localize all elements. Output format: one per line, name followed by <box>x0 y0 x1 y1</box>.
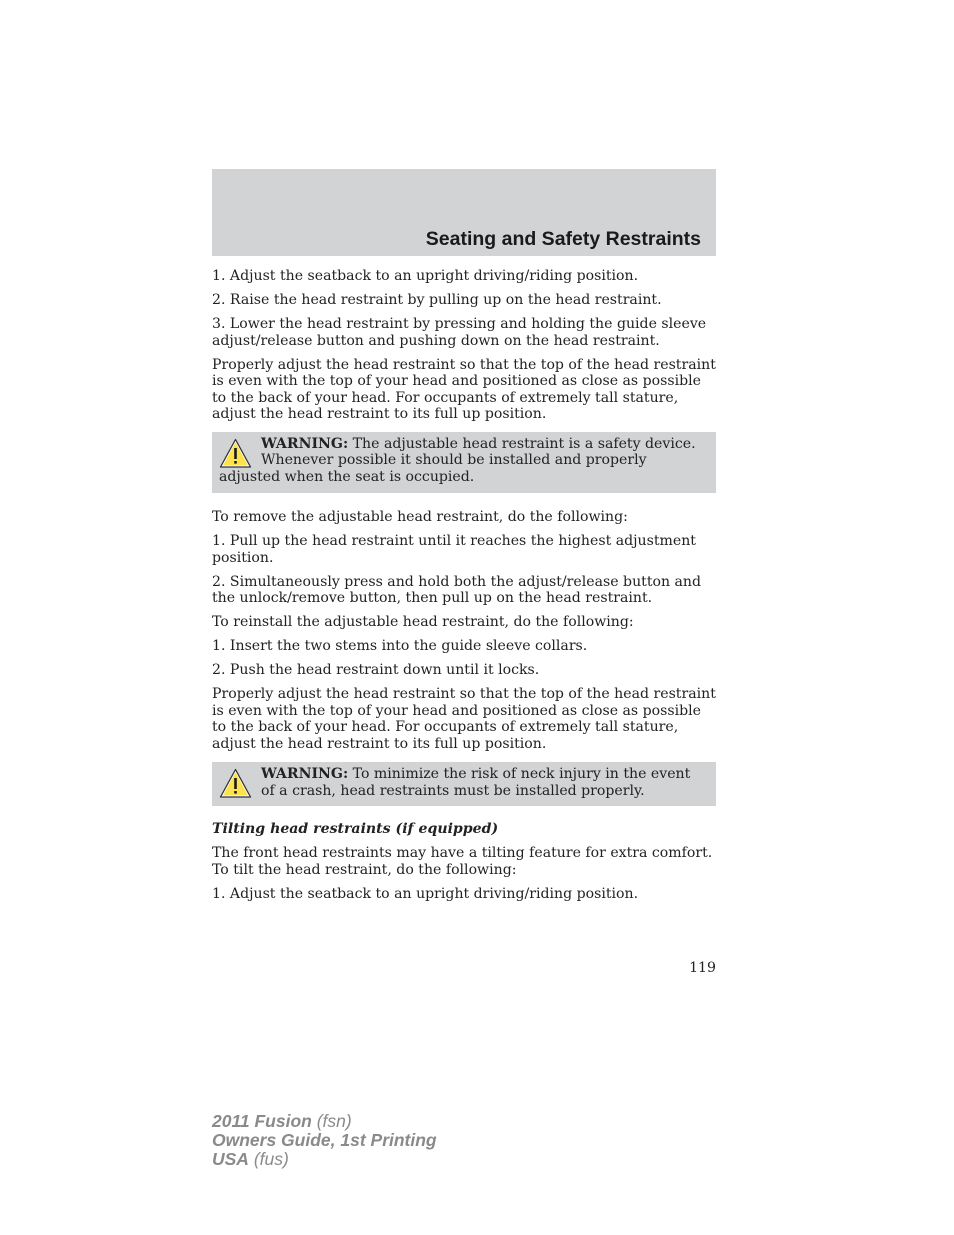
footer-line-1 <box>212 1112 437 1131</box>
page-content <box>212 268 716 910</box>
footer-line-3 <box>212 1150 437 1169</box>
warning-triangle-icon <box>219 768 252 799</box>
tilt-paragraph: The front head restraints may have a tilting feature for extra comfort. To tilt the head restraint, do the following: <box>212 845 713 878</box>
tilt-step-1: 1. Adjust the seatback to an upright driving/riding position. <box>212 885 639 902</box>
section-header <box>212 169 716 256</box>
warning-triangle-icon <box>219 438 252 469</box>
warning-box <box>212 762 716 806</box>
footer-model-code: (fsn) <box>311 1111 352 1131</box>
footer-line-2 <box>212 1131 437 1150</box>
remove-intro: To remove the adjustable head restraint, do the following: <box>212 509 628 525</box>
footer <box>212 1112 437 1169</box>
tilt-heading: Tilting head restraints (if equipped) <box>212 821 499 837</box>
reinstall-step-1: 1. Insert the two stems into the guide sleeve collars. <box>212 638 588 654</box>
section-title: Seating and Safety Restraints <box>425 228 701 250</box>
warning-label: WARNING: <box>261 435 349 452</box>
step-adjust-seatback: 1. Adjust the seatback to an upright driving/riding position. <box>212 268 639 284</box>
reinstall-intro: To reinstall the adjustable head restraint, do the following: <box>212 614 634 630</box>
adjust-paragraph: Properly adjust the head restraint so that the top of the head restraint is even with the top of your head and positioned as close as possible to the back of your head. For occupants of extremely tall stature, adjust the head restraint to its full up position. <box>212 356 716 422</box>
footer-market: USA <box>212 1149 249 1169</box>
warning-text: The adjustable head restraint is a safety device. Whenever possible it should be installed and properly adjusted when the seat is occupied. <box>219 435 696 485</box>
warning-text: To minimize the risk of neck injury in the event of a crash, head restraints must be installed properly. <box>261 766 691 799</box>
footer-model: 2011 Fusion <box>212 1111 312 1131</box>
footer-edition: Owners Guide, 1st Printing <box>212 1130 437 1150</box>
remove-step-2: 2. Simultaneously press and hold both the adjust/release button and the unlock/remove button, then pull up on the head restraint. <box>212 573 702 606</box>
reinstall-step-2: 2. Push the head restraint down until it locks. <box>212 662 540 678</box>
warning-label: WARNING: <box>261 766 349 782</box>
adjust-paragraph-2: Properly adjust the head restraint so that the top of the head restraint is even with the top of your head and positioned as close as possible to the back of your head. For occupants of extremely tall stature, adjust the head restraint to its full up position. <box>212 686 716 752</box>
step-raise-restraint: 2. Raise the head restraint by pulling up on the head restraint. <box>212 292 662 308</box>
remove-step-1: 1. Pull up the head restraint until it reaches the highest adjustment position. <box>212 533 696 566</box>
warning-box <box>212 432 716 494</box>
page-number: 119 <box>689 960 716 976</box>
footer-market-code: (fus) <box>248 1149 289 1169</box>
step-lower-restraint: 3. Lower the head restraint by pressing and holding the guide sleeve adjust/release button and pushing down on the head restraint. <box>212 316 707 349</box>
